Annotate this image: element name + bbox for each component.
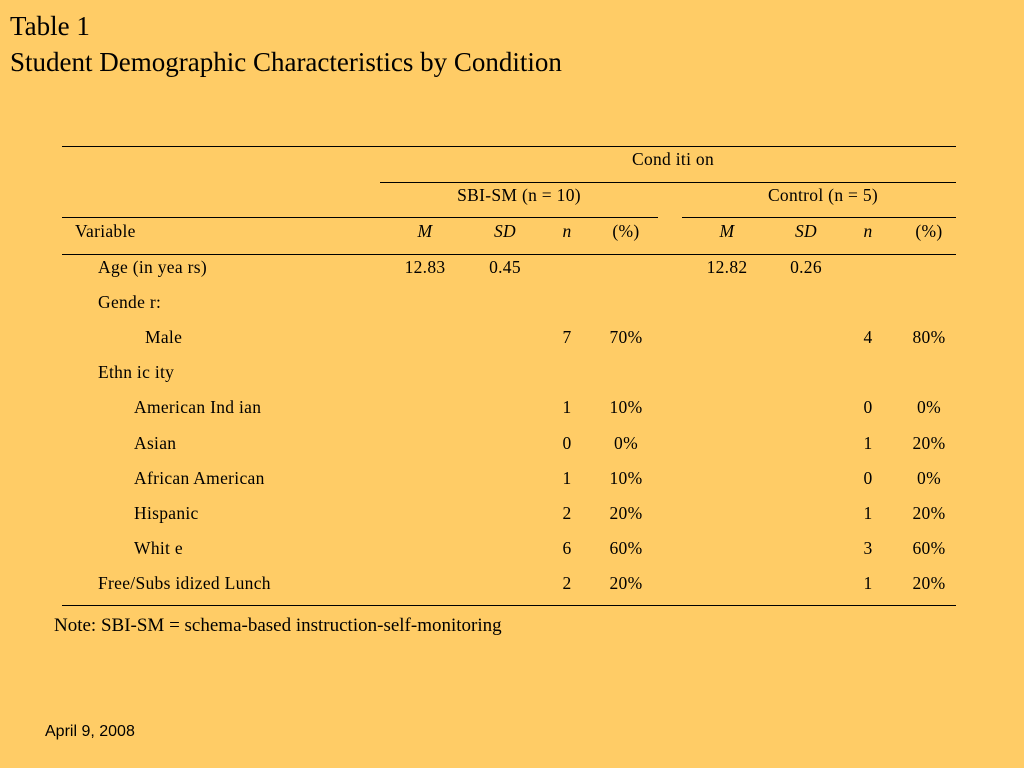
table-note: Note: SBI-SM = schema-based instruction-self-monitoring xyxy=(54,615,502,636)
slide-title xyxy=(10,8,562,80)
table-cell: 0% xyxy=(917,397,941,418)
table-cell: 1 xyxy=(863,502,873,523)
row-label: Whit e xyxy=(134,537,183,558)
control-header: Control (n = 5) xyxy=(767,185,879,205)
table-cell: 20% xyxy=(609,572,643,593)
table-cell: 0% xyxy=(917,467,941,488)
row-label: Ethn ic ity xyxy=(98,362,175,383)
table-cell: 10% xyxy=(609,467,643,488)
table-cell: 20% xyxy=(912,572,946,593)
table-cell: 10% xyxy=(609,397,643,418)
subheader-rule xyxy=(62,254,956,255)
table-cell: 4 xyxy=(863,327,873,348)
sbi-sm-pct-header: (%) xyxy=(612,221,640,241)
control-n-header: n xyxy=(863,221,873,241)
table-cell: 0.45 xyxy=(489,257,521,277)
sbi-sm-n-header: n xyxy=(562,221,572,241)
control-sd-header: SD xyxy=(795,221,817,241)
sbi-sm-sd-header: SD xyxy=(494,221,516,241)
table-cell: 2 xyxy=(562,572,572,593)
bottom-rule xyxy=(62,605,956,606)
control-m-header: M xyxy=(719,221,735,241)
top-rule xyxy=(62,146,956,147)
table-cell: 1 xyxy=(562,397,572,418)
table-cell: 0 xyxy=(863,397,873,418)
control-pct-header: (%) xyxy=(915,221,943,241)
table-cell: 0% xyxy=(614,432,638,453)
footer-date: April 9, 2008 xyxy=(45,723,135,740)
header-rule-left xyxy=(62,217,658,218)
row-label: Free/Subs idized Lunch xyxy=(98,572,271,593)
row-label: Asian xyxy=(134,432,177,453)
table-cell: 2 xyxy=(562,502,572,523)
table-cell: 0 xyxy=(863,467,873,488)
table-cell: 0 xyxy=(562,432,572,453)
condition-header: Cond iti on xyxy=(631,149,715,169)
table-cell: 60% xyxy=(912,537,946,558)
variable-header: Variable xyxy=(75,221,136,241)
table-cell: 1 xyxy=(863,432,873,453)
row-label: Male xyxy=(145,327,183,348)
table-cell: 7 xyxy=(562,327,572,348)
table-caption: Student Demographic Characteristics by Condition xyxy=(10,47,562,77)
condition-rule xyxy=(380,182,956,183)
row-label: African American xyxy=(134,467,265,488)
row-label: Gende r: xyxy=(98,292,162,313)
table-cell: 12.82 xyxy=(706,257,748,277)
table-cell: 20% xyxy=(912,432,946,453)
table-cell: 20% xyxy=(912,502,946,523)
table-cell: 0.26 xyxy=(790,257,822,277)
row-label: Hispanic xyxy=(134,502,199,523)
sbi-sm-m-header: M xyxy=(417,221,433,241)
table-cell: 80% xyxy=(912,327,946,348)
sbi-sm-header: SBI-SM (n = 10) xyxy=(457,185,581,205)
table-cell: 12.83 xyxy=(404,257,446,277)
header-rule-right xyxy=(682,217,956,218)
table-cell: 6 xyxy=(562,537,572,558)
table-cell: 20% xyxy=(609,502,643,523)
table-number: Table 1 xyxy=(10,11,90,41)
table-cell: 1 xyxy=(562,467,572,488)
table-cell: 70% xyxy=(609,327,643,348)
table-cell: 1 xyxy=(863,572,873,593)
table-cell: 3 xyxy=(863,537,873,558)
row-label: American Ind ian xyxy=(134,397,262,418)
row-label: Age (in yea rs) xyxy=(98,257,207,277)
table-cell: 60% xyxy=(609,537,643,558)
